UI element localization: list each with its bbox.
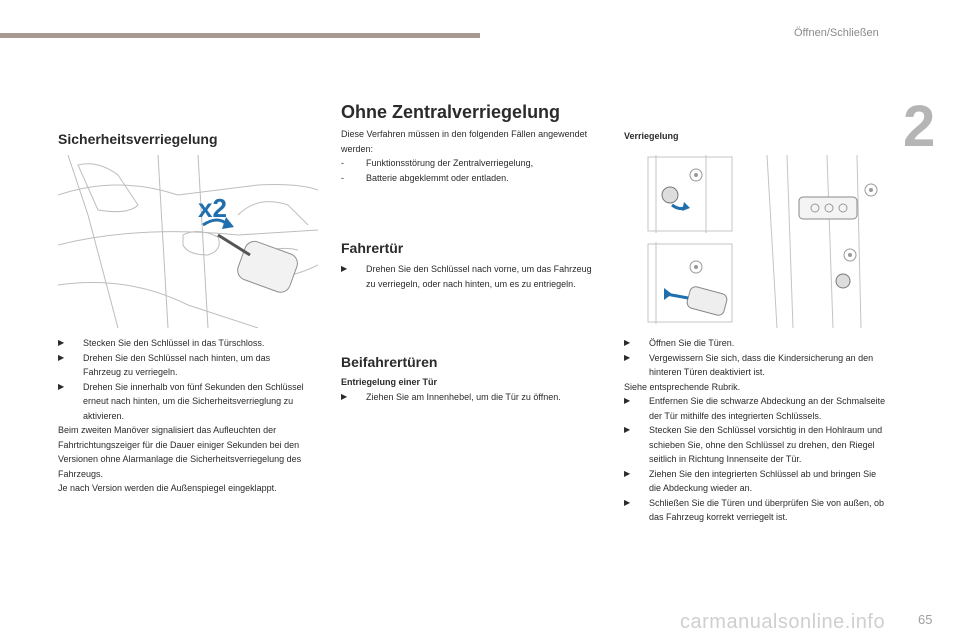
- left-body: Beim zweiten Manöver signalisiert das Aufleuchten der Fahrtrichtungszeiger für die Dauer einiger Sekunden bei den Versionen ohne Alarmanlage die Sicherheitsverriegelung des Fahrzeugs.: [58, 425, 302, 479]
- left-bullet-2: ▶ Drehen Sie den Schlüssel nach hinten, um das Fahrzeug zu verriegeln.: [58, 352, 271, 377]
- entriegelung-bullet: ▶ Ziehen Sie am Innenhebel, um die Tür zu öffnen.: [341, 392, 561, 402]
- right-bullet-3: ▶ Entfernen Sie die schwarze Abdeckung an der Schmalseite der Tür mithilfe des integrierten Schlüssels.: [624, 396, 886, 421]
- right-bullet-6: ▶ Schließen Sie die Türen und überprüfen Sie von außen, ob das Fahrzeug korrekt verriegelt ist.: [624, 497, 884, 522]
- entriegelung-block: [341, 390, 606, 405]
- chapter-number: 2: [903, 94, 936, 159]
- right-title: Verriegelung: [624, 131, 679, 141]
- right-bullet-1: ▶ Öffnen Sie die Türen.: [624, 338, 735, 348]
- left-title: Sicherheitsverriegelung: [58, 131, 218, 147]
- right-text: [624, 336, 886, 525]
- door-lock-illustration: [757, 155, 883, 328]
- middle-title: Ohne Zentralverriegelung: [341, 102, 561, 122]
- left-body-2: Je nach Version werden die Außenspiegel eingeklappt.: [58, 483, 277, 493]
- fahrer-title: Fahrertür: [341, 240, 404, 256]
- fahrer-block: [341, 262, 596, 291]
- door-key-illustration: [58, 155, 318, 328]
- middle-intro-block: [341, 127, 596, 185]
- middle-dash-1: - Funktionsstörung der Zentralverriegelung,: [341, 158, 534, 168]
- x2-label: x2: [198, 193, 227, 223]
- right-see: Siehe entsprechende Rubrik.: [624, 381, 741, 392]
- entriegelung-title: Entriegelung einer Tür: [341, 377, 438, 387]
- header-bar: [0, 33, 480, 38]
- left-text: [58, 336, 308, 496]
- lock-illustration-2: [646, 242, 734, 324]
- right-bullet-2: ▶ Vergewissern Sie sich, dass die Kindersicherung an den hinteren Türen deaktiviert ist.: [624, 352, 874, 377]
- page-number: 65: [918, 612, 933, 627]
- watermark: carmanualsonline.info: [680, 611, 886, 633]
- right-bullet-4: ▶ Stecken Sie den Schlüssel vorsichtig in den Hohlraum und schieben Sie, ohne den Schlüssel zu drehen, den Riegel seitlich in Richtung Innenseite der Tür.: [624, 425, 883, 464]
- left-bullet-3: ▶ Drehen Sie innerhalb von fünf Sekunden den Schlüssel erneut nach hinten, um die Sicherheitsverrieglung zu aktivieren.: [58, 381, 304, 421]
- middle-intro: Diese Verfahren müssen in den folgenden Fällen angewendet werden:: [341, 129, 588, 154]
- fahrer-bullet: ▶ Drehen Sie den Schlüssel nach vorne, um das Fahrzeug zu verriegeln, oder nach hinten, um es zu entriegeln.: [341, 264, 592, 289]
- section-title: Öffnen/Schließen: [794, 27, 879, 39]
- beifahrer-title: Beifahrertüren: [341, 354, 438, 370]
- left-bullet-1: ▶ Stecken Sie den Schlüssel in das Türschloss.: [58, 338, 265, 348]
- right-bullet-5: ▶ Ziehen Sie den integrierten Schlüssel ab und bringen Sie die Abdeckung wieder an.: [624, 468, 877, 493]
- middle-dash-2: - Batterie abgeklemmt oder entladen.: [341, 172, 509, 183]
- lock-illustration-1: [646, 155, 734, 233]
